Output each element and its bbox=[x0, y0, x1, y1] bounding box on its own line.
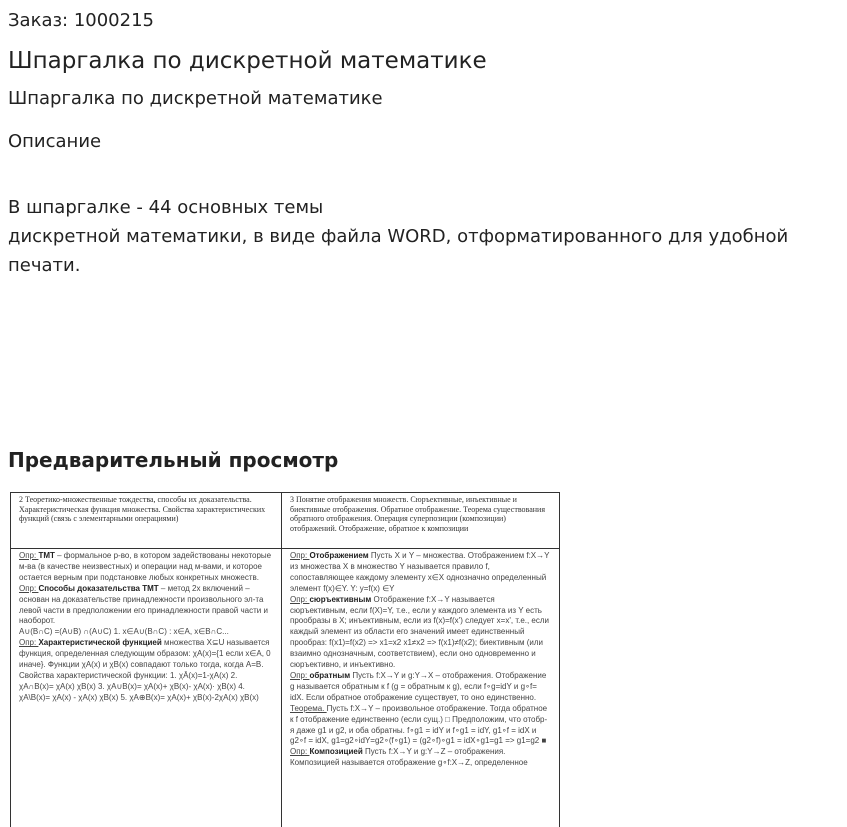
preview-paragraph bbox=[19, 584, 273, 628]
preview-paragraph bbox=[290, 551, 551, 595]
description-line-1: В шпаргалке - 44 основных темы bbox=[8, 197, 324, 218]
paragraph-lead: Опр: bbox=[290, 594, 310, 604]
preview-paragraph bbox=[290, 704, 551, 748]
preview-heading: Предварительный просмотр bbox=[8, 448, 339, 472]
paragraph-text: Пусть f:X→Y – произвольное отображение. Тогда обратное к f отображение единственно (если сущ.) □ Предположим, что отобр-я даже g1 и g2, и оба обратны. f∘g1 = idY и f∘g1 = idY, g1∘f = idX и g2∘f = idX, g1=g2∘idY=g2∘(f∘g1) = (g2∘f)∘g1 = idX∘g1=g1 => g1=g2 ■ bbox=[290, 703, 548, 746]
preview-paragraph bbox=[290, 671, 551, 704]
paragraph-text: Пусть X и Y – множества. Отображением f:X→Y из множества X в множество Y называется правило f, сопоставляющее каждому элементу x∈X однозначно определенный элемент f(x)∈Y. Y: y=f(x) ∈Y bbox=[290, 551, 550, 593]
paragraph-term: Способы доказательства ТМТ bbox=[38, 583, 159, 593]
paragraph-text: Пусть f:X→Y и g:Y→Z – отображения. Композицией называется отображение g∘f:X→Z, определенное bbox=[290, 747, 528, 768]
preview-paragraph bbox=[290, 747, 551, 769]
preview-sheet bbox=[10, 492, 560, 827]
paragraph-lead: Опр: bbox=[19, 638, 39, 648]
paragraph-text: – формальное р-во, в котором задействованы некоторые м-ва (в качестве неизвестных) и операции над м-вами, и которое остается верным при подстановке любых конкретных множеств. bbox=[19, 551, 272, 582]
paragraph-lead: Опр: bbox=[19, 551, 39, 560]
paragraph-term: Отображением bbox=[309, 551, 369, 560]
paragraph-lead: Опр: bbox=[290, 670, 310, 680]
subtitle: Шпаргалка по дискретной математике bbox=[8, 88, 383, 109]
paragraph-lead: Опр: bbox=[19, 583, 39, 593]
paragraph-term: обратным bbox=[309, 670, 351, 680]
paragraph-lead: Опр: bbox=[290, 551, 310, 560]
preview-column-left-body bbox=[11, 549, 281, 706]
preview-paragraph bbox=[290, 595, 551, 671]
paragraph-term: Характеристической функцией bbox=[38, 638, 162, 648]
paragraph-text: множества X⊆U называется функция, определенная следующим образом: χA(x)={1 если x∈A, 0 иначе}. Функции χA(x) и χB(x) совпадают только тогда, когда A=B. Свойства характеристической функции: 1. χĀ(x)=1-χA(x) 2. χA∩B(x)= χA(x) χB(x) 3. χA∪B(x)= χA(x)+ χB(x)- χA(x)· χB(x) 4. χA\B(x)= χA(x) - χA(x) χB(x) 5. χA⊕B(x)= χA(x)+ χB(x)-2χA(x) χB(x) bbox=[19, 638, 271, 702]
preview-paragraph bbox=[19, 627, 273, 638]
paragraph-term: сюръективным bbox=[309, 594, 372, 604]
description-text bbox=[8, 193, 843, 280]
paragraph-text: Пусть f:X→Y и g:Y→X – отображения. Отображение g называется обратным к f (g = обратным к g), если f∘g=idY и g∘f= idX. Если обратное отображение существует, то оно единственно. bbox=[290, 670, 547, 702]
description-heading: Описание bbox=[8, 131, 102, 152]
preview-column-right-header: 3 Понятие отображения множеств. Сюръективные, инъективные и биективные отображения. Обратное отображение. Теорема существования обратного отображения. Операция суперпозиции (композиции) отображений. Отображение, обратное к композиции bbox=[282, 493, 559, 549]
preview-paragraph bbox=[19, 638, 273, 703]
paragraph-text: Отображение f:X→Y называется сюръективным, если f(X)=Y, т.е., если у каждого элемента из Y есть прообразы в X; инъективным, если из f(x)=f(x') следует x=x', т.е., если каждый элемент из области его значений имеет единственный прообраз: f(x1)=f(x2) => x1=x2 x1≠x2 => f(x1)≠f(x2); биективным (или взаимно однозначным, соответствием), если оно одновременно и сюръективно, и инъективно. bbox=[290, 594, 550, 670]
preview-column-right bbox=[282, 493, 559, 827]
paragraph-lead: Теорема. bbox=[290, 703, 327, 713]
order-number: Заказ: 1000215 bbox=[8, 10, 154, 31]
paragraph-text: – метод 2х включений – основан на доказательстве принадлежности произвольного эл-та левой части в предположении его принадлежности правой части и наоборот. bbox=[19, 583, 268, 626]
description-line-2: дискретной математики, в виде файла WORD, отформатированного для удобной печати. bbox=[8, 226, 789, 276]
paragraph-term: Композицией bbox=[309, 747, 363, 757]
paragraph-term: ТМТ bbox=[38, 551, 55, 560]
paragraph-text: A∪(B∩C) =(A∪B) ∩(A∪C) 1. x∈A∪(B∩C) : x∈A, x∈B∩C... bbox=[19, 627, 229, 637]
paragraph-lead: Опр: bbox=[290, 747, 310, 757]
preview-column-left-header: 2 Теоретико-множественные тождества, способы их доказательства. Характеристическая функция множества. Свойства характеристических функций (связь с элементарными операциями) bbox=[11, 493, 281, 549]
preview-paragraph bbox=[19, 551, 273, 584]
page-title: Шпаргалка по дискретной математике bbox=[8, 48, 487, 74]
preview-column-right-body bbox=[282, 549, 559, 771]
preview-column-left bbox=[11, 493, 282, 827]
